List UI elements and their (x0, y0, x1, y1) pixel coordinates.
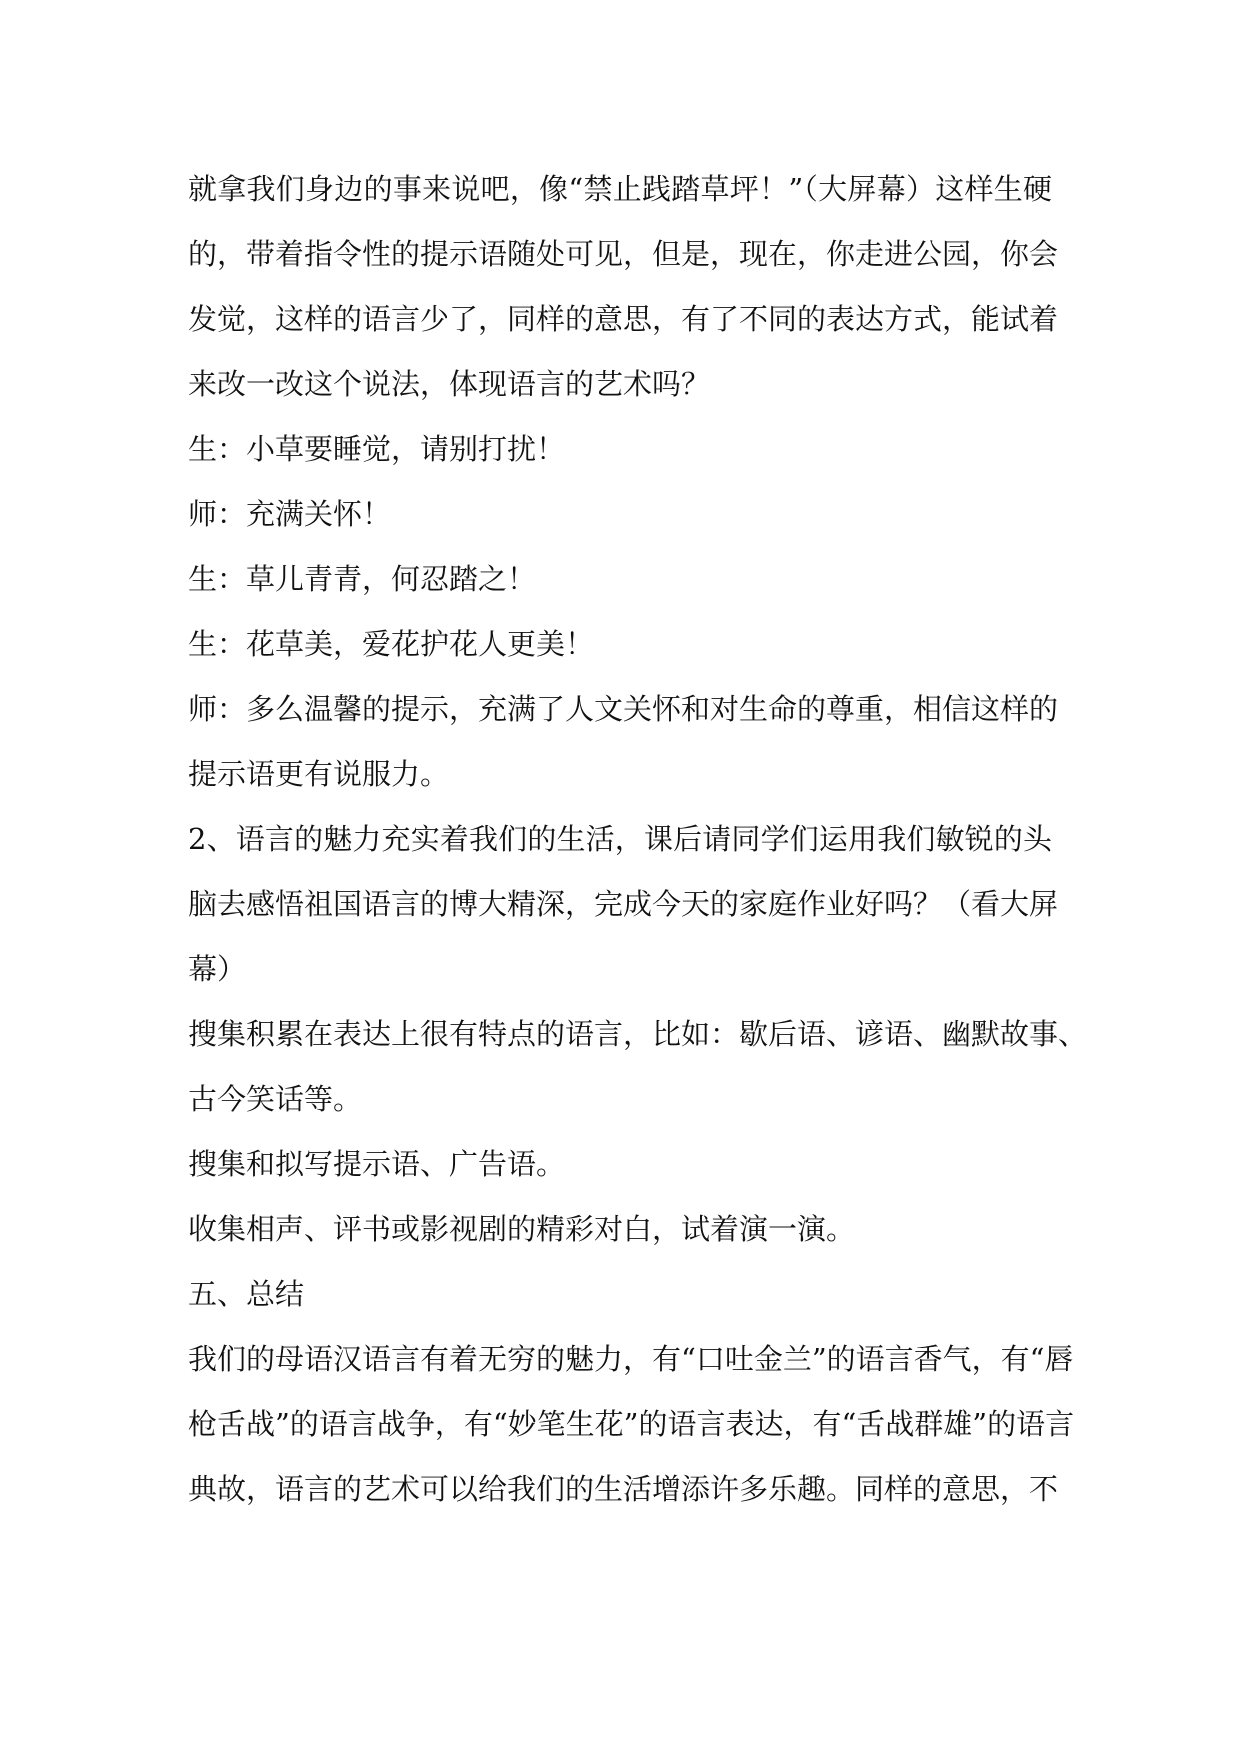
text-line: 生：草儿青青，何忍踏之！ (188, 562, 537, 596)
text-line: 幕） (188, 952, 247, 986)
text-line: 来改一改这个说法，体现语言的艺术吗？ (188, 367, 711, 401)
text-line: 发觉，这样的语言少了，同样的意思，有了不同的表达方式，能试着 (188, 302, 1059, 336)
text-line: 生：花草美，爱花护花人更美！ (188, 627, 595, 661)
document-body (188, 157, 1088, 1522)
text-line: 师：充满关怀！ (188, 497, 392, 531)
text-line: 就拿我们身边的事来说吧，像“禁止践踏草坪！”（大屏幕）这样生硬 (188, 172, 1052, 206)
text-line: 我们的母语汉语言有着无穷的魅力，有“口吐金兰”的语言香气，有“唇 (188, 1342, 1074, 1376)
text-line: 脑去感悟祖国语言的博大精深，完成今天的家庭作业好吗？（看大屏 (188, 887, 1059, 921)
text-line: 提示语更有说服力。 (188, 757, 450, 791)
text-line: 古今笑话等。 (188, 1082, 363, 1116)
text-line: 的，带着指令性的提示语随处可见，但是，现在，你走进公园，你会 (188, 237, 1059, 271)
text-line: 枪舌战”的语言战争，有“妙笔生花”的语言表达，有“舌战群雄”的语言 (188, 1407, 1075, 1441)
text-line: 搜集和拟写提示语、广告语。 (188, 1147, 566, 1181)
text-line: 搜集积累在表达上很有特点的语言，比如：歇后语、谚语、幽默故事、 (188, 1017, 1088, 1051)
text-line: 五、总结 (188, 1277, 305, 1311)
text-line: 生：小草要睡觉，请别打扰！ (188, 432, 566, 466)
text-line: 2、语言的魅力充实着我们的生活，课后请同学们运用我们敏锐的头 (188, 822, 1052, 856)
text-line: 典故，语言的艺术可以给我们的生活增添许多乐趣。同样的意思，不 (188, 1472, 1059, 1506)
text-line: 收集相声、评书或影视剧的精彩对白，试着演一演。 (188, 1212, 856, 1246)
text-line: 师：多么温馨的提示，充满了人文关怀和对生命的尊重，相信这样的 (188, 692, 1059, 726)
